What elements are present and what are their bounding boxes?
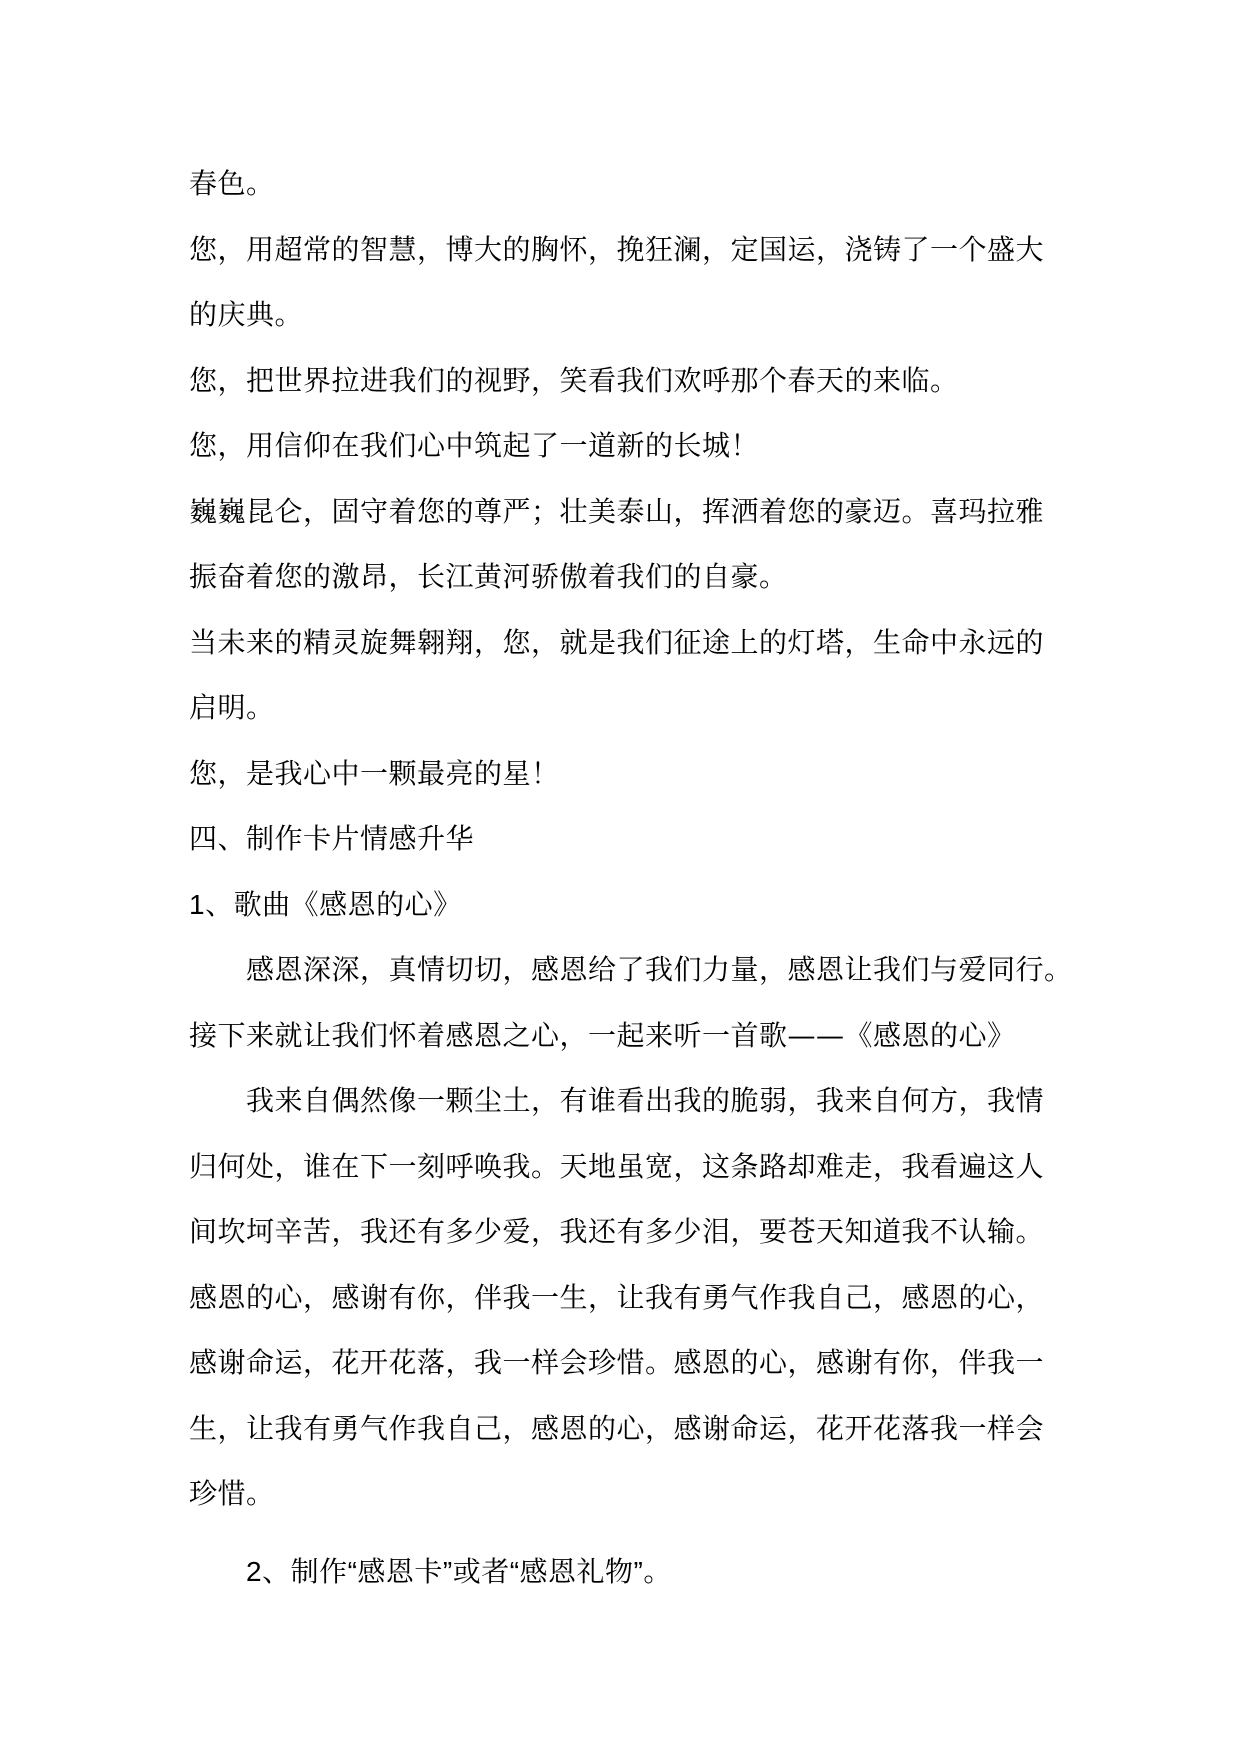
subsection-heading: 1、歌曲《感恩的心》	[189, 888, 462, 920]
text-line: 启明。	[189, 691, 275, 724]
lyrics-line: 珍惜。	[189, 1477, 275, 1510]
lyrics-line: 感恩的心，感谢有你，伴我一生，让我有勇气作我自己，感恩的心，	[189, 1280, 1045, 1314]
text-line: 春色。	[189, 167, 275, 200]
lyrics-first-line: 我来自偶然像一颗尘土，有谁看出我的脆弱，我来自何方，我情	[246, 1084, 1045, 1117]
section-heading: 四、制作卡片情感升华	[189, 822, 475, 855]
subsection-heading: 2、制作“感恩卡”或者“感恩礼物”。	[246, 1555, 672, 1587]
text-line: 振奋着您的激昂，长江黄河骄傲着我们的自豪。	[189, 560, 788, 593]
text-line: 巍巍昆仑，固守着您的尊严；壮美泰山，挥洒着您的豪迈。喜玛拉雅	[189, 494, 1045, 528]
paragraph-first-line: 感恩深深，真情切切，感恩给了我们力量，感恩让我们与爱同行。	[246, 953, 1073, 986]
text-line: 您，是我心中一颗最亮的星！	[189, 756, 560, 790]
paragraph-spacer	[189, 1527, 1061, 1539]
document-body	[189, 151, 1073, 1604]
lyrics-line: 感谢命运，花开花落，我一样会珍惜。感恩的心，感谢有你，伴我一	[189, 1346, 1045, 1379]
lyrics-line: 间坎坷辛苦，我还有多少爱，我还有多少泪，要苍天知道我不认输。	[189, 1215, 1045, 1248]
lyrics-line: 生，让我有勇气作我自己，感恩的心，感谢命运，花开花落我一样会	[189, 1411, 1045, 1445]
text-line: 当未来的精灵旋舞翱翔，您，就是我们征途上的灯塔，生命中永远的	[189, 625, 1045, 659]
text-line: 您，把世界拉进我们的视野，笑看我们欢呼那个春天的来临。	[189, 363, 959, 397]
text-line: 接下来就让我们怀着感恩之心，一起来听一首歌——《感恩的心》	[189, 1018, 1016, 1052]
lyrics-line: 归何处，谁在下一刻呼唤我。天地虽宽，这条路却难走，我看遍这人	[189, 1149, 1045, 1183]
text-line: 您，用超常的智慧，博大的胸怀，挽狂澜，定国运，浇铸了一个盛大	[189, 232, 1045, 266]
text-line: 的庆典。	[189, 298, 304, 331]
text-line: 您，用信仰在我们心中筑起了一道新的长城！	[189, 429, 760, 462]
